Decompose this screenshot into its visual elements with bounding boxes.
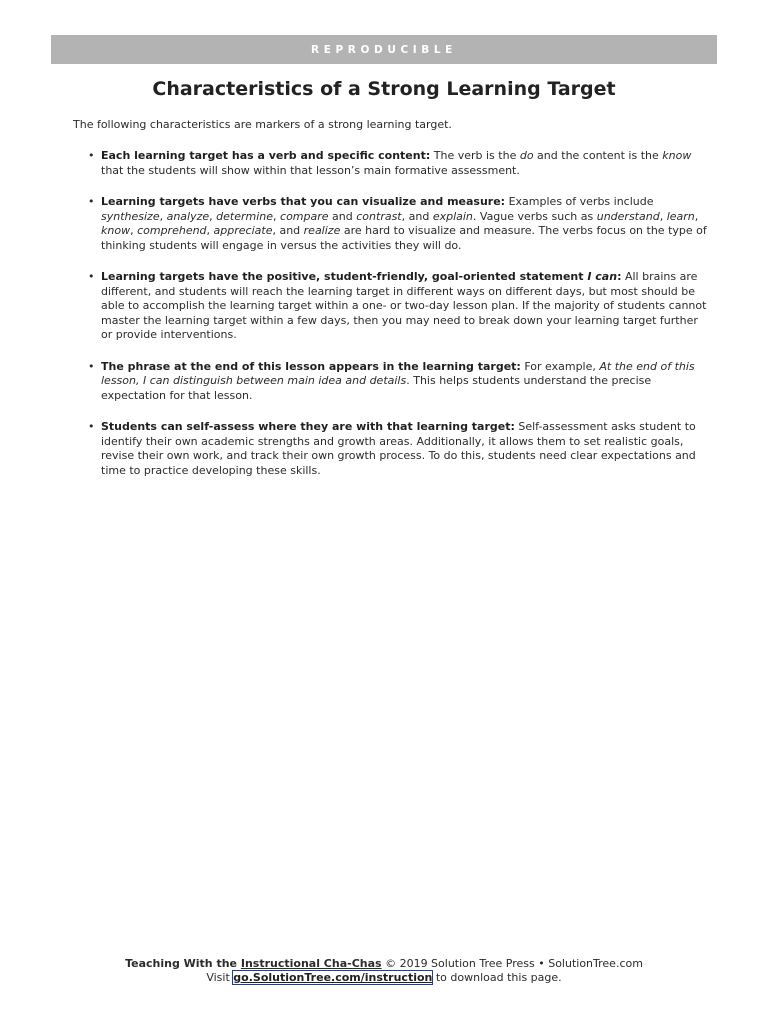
item-lead: Each learning target has a verb and specific content: [101,149,431,162]
item-text: , and [401,209,433,223]
download-suffix-text: to download this page. [432,971,562,984]
item-emphasis: I can [587,270,618,283]
item-lead: The phrase at the end of this lesson appears in the learning target: [101,359,521,373]
item-emphasis: analyze [166,209,210,223]
download-link[interactable]: go.SolutionTree.com/instruction [233,971,433,984]
item-lead-text: Learning targets have the positive, student-friendly, goal-oriented statement [101,270,588,283]
book-title-prefix: Teaching With the [125,957,241,970]
item-text: and the content is the [533,149,663,162]
item-emphasis: know [101,224,131,237]
page-title: Characteristics of a Strong Learning Target [152,78,616,100]
item-text: . This helps students understand the precise expectation for that lesson. [101,374,652,402]
item-emphasis: appreciate [213,224,273,237]
item-text: , [659,209,667,223]
page-footer [0,957,768,985]
banner-label: REPRODUCIBLE [311,43,457,56]
item-lead-text: : [617,270,622,283]
item-text: , [273,209,281,223]
item-emphasis: compare [280,209,329,223]
characteristics-list [88,149,708,495]
item-emphasis: learn [666,209,695,223]
item-emphasis: explain [432,209,473,223]
copyright-text: © 2019 Solution Tree Press • SolutionTree.com [381,957,643,970]
visit-text: Visit [206,971,234,984]
item-emphasis: realize [303,224,341,237]
item-emphasis: comprehend [137,224,207,237]
item-lead [101,270,621,283]
item-lead: Learning targets have verbs that you can visualize and measure: [101,195,506,208]
item-emphasis: contrast [356,209,402,223]
item-lead: Students can self-assess where they are with that learning target: [101,420,515,433]
item-text: The verb is the [430,149,520,162]
item-text: All brains are different, and students will reach the learning target in different ways on different days, but most should be able to accomplish the learning target within a one- or two-day lesson plan. If the majority of students cannot master the learning target within a few days, then you may need to break down your learning target further or provide interventions. [101,270,707,341]
item-text: are hard to visualize and measure. The verbs focus on the type of thinking students will engage in versus the activities they will do. [101,224,707,252]
item-emphasis: understand [596,209,660,223]
item-text: that the students will show within that lesson’s main formative assessment. [101,163,520,177]
item-text: , and [272,224,304,237]
item-text: For example, [520,359,600,373]
item-text: and [328,209,357,223]
reproducible-banner [51,35,717,64]
item-emphasis: synthesize [101,209,160,223]
list-item [88,360,708,404]
item-emphasis: know [662,149,692,162]
item-text: . Vague verbs such as [472,209,597,223]
book-title [125,957,382,970]
item-text: , [159,209,167,223]
list-item [88,195,708,253]
item-emphasis: At the end of this lesson, I can distinguish between main idea and details [101,359,695,387]
intro-paragraph: The following characteristics are markers of a strong learning target. [73,118,452,131]
item-text: , [209,209,217,223]
item-emphasis: do [519,149,534,162]
item-text: Self-assessment asks student to identify their own academic strengths and growth areas. Additionally, it allows them to set realistic goals, revise their own work, and track their own growth process. To do this, students need clear expectations and time to practice developing these skills. [101,420,696,477]
list-item [88,270,708,343]
footer-download-line [0,971,768,985]
book-title-underlined: Instructional Cha-Chas [240,957,382,970]
item-text: , [694,209,699,223]
item-text: , [206,224,214,237]
list-item [88,149,708,178]
item-emphasis: determine [216,209,274,223]
item-text: Examples of verbs include [505,195,654,208]
list-item [88,420,708,478]
item-text: , [130,224,138,237]
footer-credit-line [0,957,768,971]
